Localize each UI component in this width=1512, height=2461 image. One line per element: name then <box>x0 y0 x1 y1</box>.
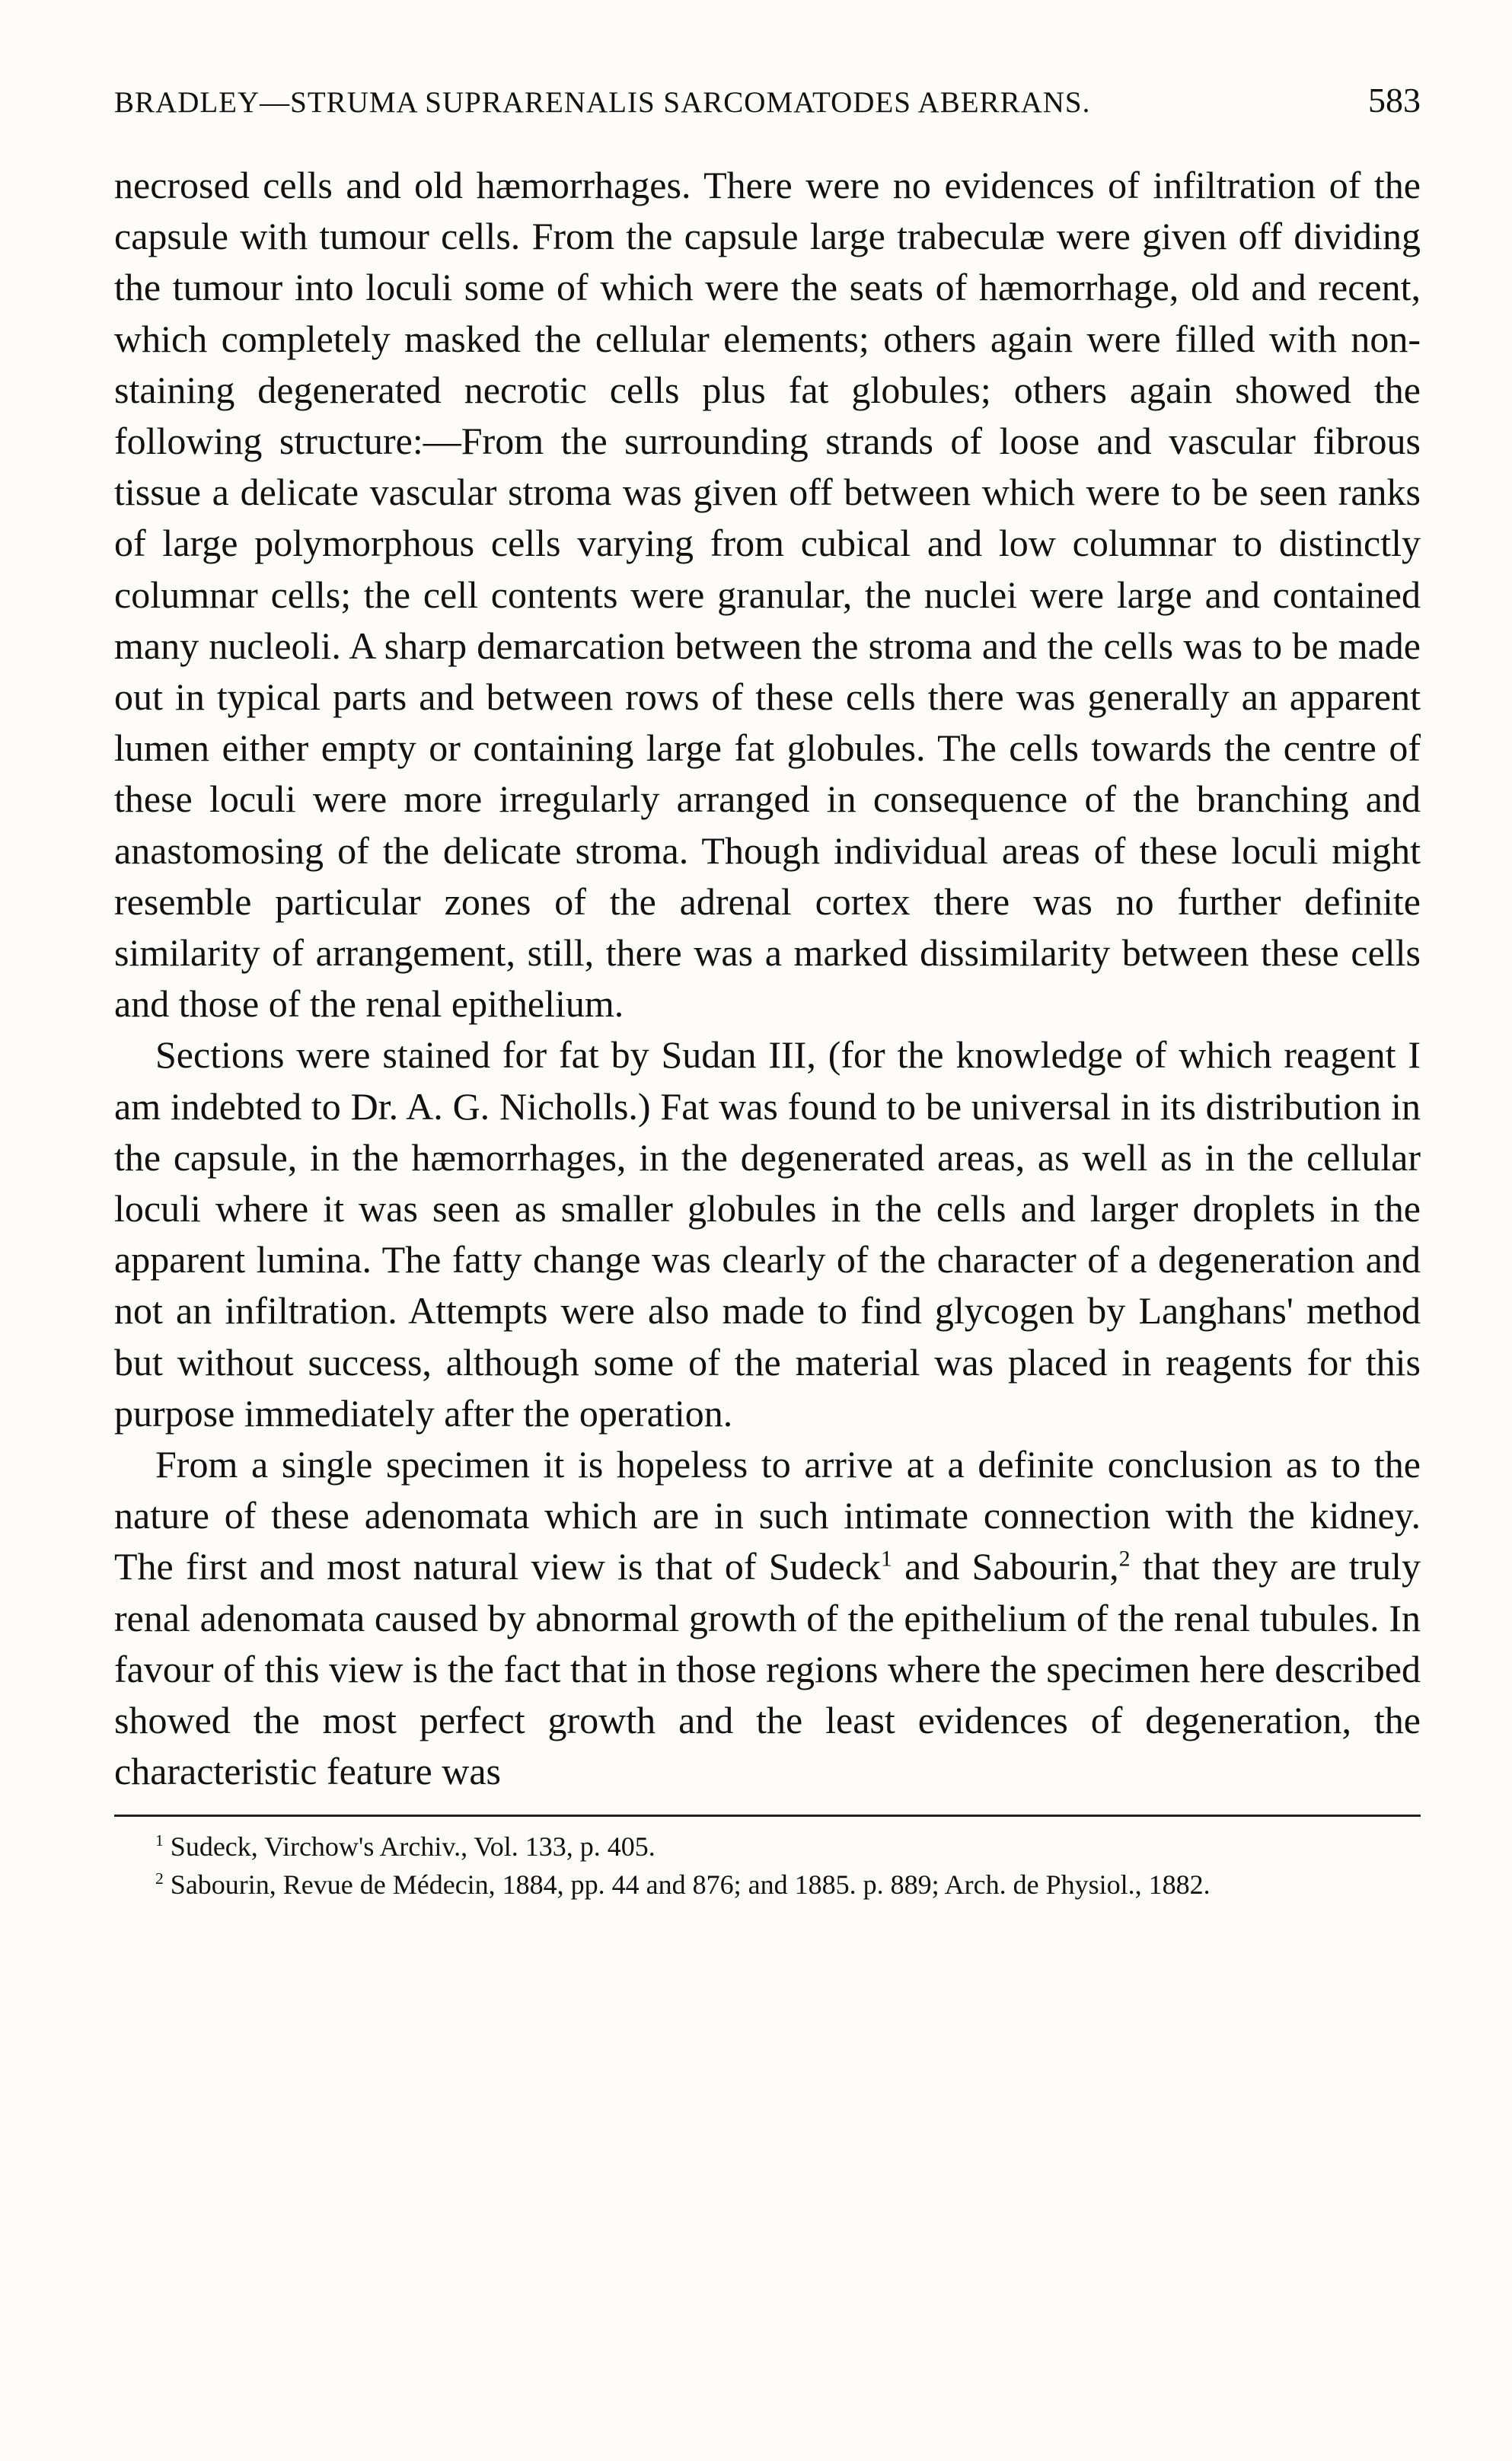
footnote-divider <box>114 1815 1421 1817</box>
paragraph-2: Sections were stained for fat by Sudan III, (for the knowledge of which reagent I am indebted to Dr. A. G. Nicholls.) Fat was found to be universal in its distribution in the capsule, in the hæmorrhages, in the degenerated areas, as well as in the cellular loculi where it was seen as smaller globules in the cells and larger droplets in the apparent lumina. The fatty change was clearly of the character of a degeneration and not an infiltration. Attempts were also made to find glycogen by Langhans' method but without success, although some of the material was placed in reagents for this purpose immediately after the operation. <box>114 1033 1421 1435</box>
footnote-mark-1: 1 <box>155 1831 164 1850</box>
page <box>114 76 1421 2421</box>
footnote-ref-1[interactable]: 1 <box>880 1546 892 1572</box>
body-text <box>114 160 1421 1798</box>
footnote-1 <box>114 1827 1421 1866</box>
paragraph-3-part-a: From a single specimen it is hopeless to arrive at a definite conclusion as to the nature of these adenomata which are in such intimate connection with the kidney. The first and most natural view is that of Sudeck <box>114 1443 1421 1588</box>
footnote-mark-2: 2 <box>155 1869 164 1888</box>
footnote-1-text: Sudeck, Virchow's Archiv., Vol. 133, p. 405. <box>163 1831 656 1862</box>
paragraph-3-part-b: and Sabourin, <box>892 1545 1119 1588</box>
paragraph-3-part-c: that they are truly renal adenomata caused by abnormal growth of the epithelium of the renal tubules. In favour of this view is the fact that in those regions where the specimen here described showed the most perfect growth and the least evidences of degeneration, the characteristic feature was <box>114 1545 1421 1793</box>
paragraph-3 <box>114 1439 1421 1797</box>
footnote-2 <box>114 1866 1421 1904</box>
page-number: 583 <box>1368 81 1421 120</box>
footnote-2-text: Sabourin, Revue de Médecin, 1884, pp. 44 and 876; and 1885. p. 889; Arch. de Physiol., 1882. <box>163 1869 1211 1900</box>
running-title: BRADLEY—STRUMA SUPRARENALIS SARCOMATODES ABERRANS. <box>114 86 1091 119</box>
running-head <box>114 76 1421 125</box>
footnote-ref-2[interactable]: 2 <box>1118 1546 1131 1572</box>
paragraph-1: necrosed cells and old hæmorrhages. There were no evidences of infiltration of the capsule with tumour cells. From the capsule large trabeculæ were given off dividing the tumour into loculi some of which were the seats of hæmorrhage, old and recent, which completely masked the cellular elements; others again were filled with non-staining degenerated necrotic cells plus fat globules; others again showed the following structure:—From the surrounding strands of loose and vascular fibrous tissue a delicate vascular stroma was given off between which were to be seen ranks of large polymorphous cells varying from cubical and low columnar to distinctly columnar cells; the cell contents were granular, the nuclei were large and contained many nucleoli. A sharp demarcation between the stroma and the cells was to be made out in typical parts and between rows of these cells there was generally an apparent lumen either empty or containing large fat globules. The cells towards the centre of these loculi were more irregularly arranged in consequence of the branching and anastomosing of the delicate stroma. Though individual areas of these loculi might resemble particular zones of the adrenal cortex there was no further definite similarity of arrangement, still, there was a marked dissimilarity between these cells and those of the renal epithelium. <box>114 164 1421 1026</box>
footnotes <box>114 1827 1421 1904</box>
